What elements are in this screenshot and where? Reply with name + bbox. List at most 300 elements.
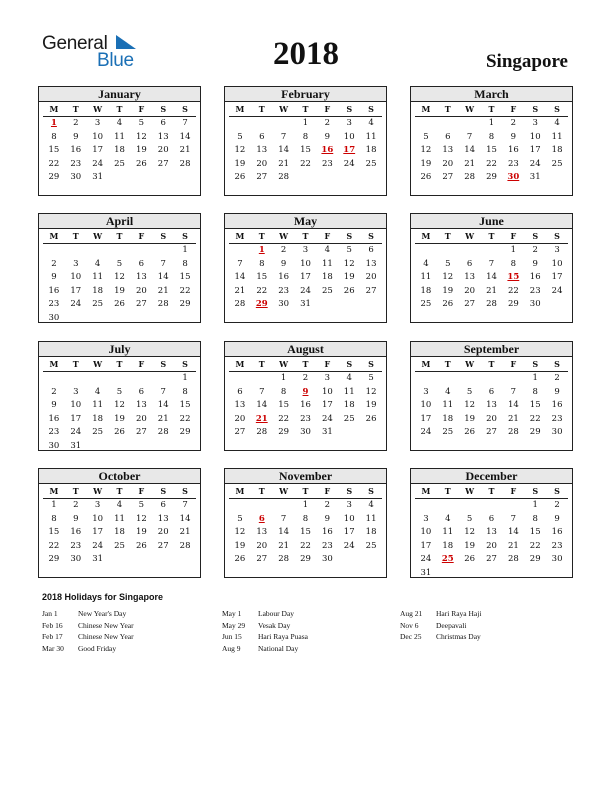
day-cell: 28 xyxy=(464,172,476,182)
month-december xyxy=(410,468,573,578)
day-cell: 31 xyxy=(92,554,104,564)
day-cell: 5 xyxy=(237,513,243,524)
day-cell: 17 xyxy=(420,413,432,424)
weekday-header: W xyxy=(273,102,295,117)
day-cell: 22 xyxy=(48,158,60,169)
day-cell: 6 xyxy=(160,500,166,510)
month-name: October xyxy=(39,469,200,484)
weekday-header: T xyxy=(65,357,87,372)
day-cell: 28 xyxy=(486,299,497,309)
month-name: September xyxy=(411,342,572,357)
day-cell: 27 xyxy=(486,427,497,437)
day-cell: 9 xyxy=(532,258,538,269)
day-cell: 31 xyxy=(321,427,333,437)
day-cell: 25 xyxy=(343,413,355,424)
day-cell: 6 xyxy=(138,386,145,397)
month-november xyxy=(224,468,387,578)
day-cell: 28 xyxy=(507,554,519,564)
holiday-day-cell: 9 xyxy=(302,386,309,397)
day-cell: 20 xyxy=(442,158,454,169)
holiday-row xyxy=(42,620,222,632)
day-cell: 26 xyxy=(234,554,246,564)
weekday-header: W xyxy=(87,357,109,372)
day-cell: 10 xyxy=(343,513,355,524)
day-cell: 3 xyxy=(532,118,538,128)
day-cell: 1 xyxy=(302,500,309,510)
empty-day-cell xyxy=(229,117,251,131)
weekday-header: M xyxy=(415,229,437,244)
day-grid xyxy=(225,484,386,567)
day-cell: 14 xyxy=(486,272,497,282)
day-cell: 19 xyxy=(420,158,432,169)
day-cell: 17 xyxy=(343,527,355,537)
day-cell: 2 xyxy=(280,245,287,255)
day-cell: 4 xyxy=(116,118,123,128)
day-cell: 2 xyxy=(510,118,517,128)
day-cell: 10 xyxy=(420,400,432,410)
day-cell: 20 xyxy=(464,285,476,296)
weekday-header: S xyxy=(174,357,196,372)
holiday-name: Hari Raya Haji xyxy=(436,609,482,618)
day-cell: 19 xyxy=(442,285,454,296)
weekday-header: S xyxy=(152,229,174,244)
day-cell: 27 xyxy=(157,540,169,551)
day-cell: 8 xyxy=(51,131,57,142)
empty-day-cell xyxy=(437,117,459,131)
empty-day-cell xyxy=(130,372,152,386)
holiday-day-cell: 21 xyxy=(255,413,268,424)
day-cell: 16 xyxy=(529,272,541,282)
empty-day-cell xyxy=(273,499,295,513)
day-cell: 17 xyxy=(92,527,104,537)
day-cell: 5 xyxy=(237,131,243,142)
day-cell: 17 xyxy=(92,145,104,155)
day-cell: 24 xyxy=(92,540,104,551)
weekday-header: T xyxy=(109,357,131,372)
weekday-header: T xyxy=(437,357,459,372)
weekday-header: T xyxy=(109,229,131,244)
day-cell: 28 xyxy=(179,540,191,551)
holiday-column xyxy=(42,608,222,654)
day-cell: 14 xyxy=(234,272,246,282)
day-cell: 22 xyxy=(486,158,497,169)
weekday-header: S xyxy=(338,484,360,499)
day-cell: 4 xyxy=(116,500,123,510)
day-cell: 22 xyxy=(300,540,311,551)
day-cell: 21 xyxy=(179,145,191,155)
day-cell: 5 xyxy=(116,258,123,269)
day-cell: 10 xyxy=(321,386,333,397)
holiday-date: Feb 16 xyxy=(42,620,63,630)
day-cell: 28 xyxy=(507,427,519,437)
day-cell: 24 xyxy=(300,285,311,296)
holiday-day-cell: 1 xyxy=(50,118,57,128)
holiday-name: Christmas Day xyxy=(436,632,481,641)
day-cell: 11 xyxy=(442,400,454,410)
day-cell: 10 xyxy=(70,272,82,282)
holiday-row xyxy=(42,608,222,620)
day-cell: 14 xyxy=(157,400,169,410)
day-cell: 9 xyxy=(554,513,560,524)
weekday-header: T xyxy=(295,102,317,117)
day-cell: 24 xyxy=(92,158,104,169)
day-cell: 3 xyxy=(346,118,352,128)
holiday-date: Jun 15 xyxy=(222,632,242,641)
day-cell: 1 xyxy=(532,500,538,510)
weekday-header: T xyxy=(65,484,87,499)
day-cell: 13 xyxy=(365,258,377,269)
day-cell: 12 xyxy=(135,513,147,524)
day-cell: 27 xyxy=(135,427,147,437)
empty-day-cell xyxy=(459,117,481,131)
holiday-name: Hari Raya Puasa xyxy=(258,632,308,641)
day-cell: 15 xyxy=(48,527,60,537)
weekday-header: S xyxy=(524,357,546,372)
day-cell: 26 xyxy=(464,554,476,564)
day-cell: 3 xyxy=(73,258,79,269)
day-cell: 5 xyxy=(138,118,145,128)
day-cell: 18 xyxy=(365,527,377,537)
day-cell: 31 xyxy=(420,567,432,578)
day-cell: 15 xyxy=(48,145,60,155)
day-cell: 5 xyxy=(423,131,429,142)
holiday-row xyxy=(42,631,222,643)
day-cell: 29 xyxy=(529,427,541,437)
day-cell: 15 xyxy=(529,527,541,537)
day-cell: 27 xyxy=(256,554,268,564)
day-cell: 2 xyxy=(73,118,79,128)
day-cell: 1 xyxy=(280,373,287,383)
day-cell: 31 xyxy=(529,172,541,182)
weekday-header: S xyxy=(152,484,174,499)
holiday-row xyxy=(42,643,222,655)
day-cell: 3 xyxy=(554,245,560,255)
weekday-header: W xyxy=(273,484,295,499)
day-cell: 7 xyxy=(488,258,495,269)
empty-day-cell xyxy=(459,372,481,386)
weekday-header: S xyxy=(360,484,382,499)
month-october xyxy=(38,468,201,578)
weekday-header: F xyxy=(316,357,338,372)
weekday-header: T xyxy=(109,102,131,117)
day-cell: 15 xyxy=(300,145,311,155)
day-cell: 23 xyxy=(321,540,333,551)
day-grid xyxy=(225,357,386,440)
country-name: Singapore xyxy=(485,51,568,72)
holiday-name: Vesak Day xyxy=(258,620,291,630)
day-cell: 20 xyxy=(486,540,497,551)
brand-name-general: General xyxy=(42,33,108,54)
day-cell: 11 xyxy=(92,272,104,282)
holiday-name: New Year's Day xyxy=(78,609,127,618)
empty-day-cell xyxy=(251,499,273,513)
day-cell: 17 xyxy=(70,413,82,424)
day-cell: 6 xyxy=(138,258,145,269)
day-cell: 6 xyxy=(237,386,243,397)
weekday-header: F xyxy=(502,357,524,372)
day-cell: 4 xyxy=(368,500,374,510)
day-cell: 27 xyxy=(464,299,476,309)
holiday-day-cell: 29 xyxy=(255,299,268,309)
weekday-header: T xyxy=(437,102,459,117)
empty-day-cell xyxy=(273,117,295,131)
day-cell: 11 xyxy=(343,386,355,397)
weekday-header: S xyxy=(338,102,360,117)
day-cell: 30 xyxy=(551,554,563,564)
day-cell: 19 xyxy=(135,145,147,155)
day-cell: 17 xyxy=(70,285,82,296)
day-cell: 19 xyxy=(464,413,476,424)
day-grid xyxy=(411,102,572,185)
day-cell: 19 xyxy=(365,400,377,410)
day-cell: 23 xyxy=(278,285,290,296)
day-cell: 21 xyxy=(179,527,191,537)
month-january xyxy=(38,86,201,196)
day-cell: 29 xyxy=(179,427,191,437)
day-cell: 8 xyxy=(302,513,309,524)
day-cell: 21 xyxy=(157,413,169,424)
day-cell: 11 xyxy=(365,513,377,524)
holiday-name: Labour Day xyxy=(258,609,295,618)
weekday-header: F xyxy=(130,484,152,499)
weekday-header: M xyxy=(415,102,437,117)
day-cell: 7 xyxy=(160,386,166,397)
day-cell: 20 xyxy=(256,158,268,169)
weekday-header: S xyxy=(546,484,568,499)
day-cell: 17 xyxy=(300,272,311,282)
day-cell: 20 xyxy=(157,527,169,537)
day-cell: 4 xyxy=(423,258,429,269)
empty-day-cell xyxy=(65,244,87,258)
empty-day-cell xyxy=(152,372,174,386)
day-cell: 8 xyxy=(532,513,538,524)
day-cell: 6 xyxy=(259,131,265,142)
day-cell: 27 xyxy=(256,172,268,182)
day-cell: 2 xyxy=(324,118,331,128)
day-cell: 21 xyxy=(234,285,246,296)
day-cell: 24 xyxy=(551,285,563,296)
weekday-header: S xyxy=(546,102,568,117)
day-cell: 5 xyxy=(116,386,123,397)
month-name: March xyxy=(411,87,572,102)
day-cell: 20 xyxy=(157,145,169,155)
day-cell: 20 xyxy=(486,413,497,424)
day-cell: 12 xyxy=(114,400,125,410)
day-cell: 18 xyxy=(420,285,432,296)
day-cell: 2 xyxy=(532,245,538,255)
holiday-row xyxy=(222,608,402,620)
day-cell: 16 xyxy=(507,145,519,155)
day-cell: 14 xyxy=(464,145,476,155)
day-cell: 25 xyxy=(442,427,454,437)
day-cell: 28 xyxy=(278,172,290,182)
day-cell: 13 xyxy=(135,272,147,282)
day-cell: 3 xyxy=(346,500,352,510)
day-cell: 16 xyxy=(70,145,82,155)
month-name: December xyxy=(411,469,572,484)
day-cell: 17 xyxy=(420,540,432,551)
day-cell: 2 xyxy=(51,386,57,397)
holiday-name: Chinese New Year xyxy=(78,620,134,630)
weekday-header: S xyxy=(360,357,382,372)
weekday-header: S xyxy=(524,484,546,499)
empty-day-cell xyxy=(251,117,273,131)
day-cell: 1 xyxy=(182,373,188,383)
day-cell: 27 xyxy=(486,554,497,564)
holiday-date: Feb 17 xyxy=(42,632,63,641)
weekday-header: S xyxy=(360,229,382,244)
day-cell: 24 xyxy=(70,299,82,309)
day-cell: 22 xyxy=(507,285,519,296)
day-cell: 23 xyxy=(551,540,563,551)
weekday-header: M xyxy=(43,484,65,499)
day-grid xyxy=(411,484,572,580)
weekday-header: S xyxy=(338,229,360,244)
weekday-header: F xyxy=(316,484,338,499)
holiday-day-cell: 30 xyxy=(507,172,520,182)
day-cell: 2 xyxy=(51,258,57,269)
day-cell: 5 xyxy=(346,245,352,255)
day-cell: 30 xyxy=(300,427,311,437)
weekday-header: M xyxy=(43,229,65,244)
day-cell: 6 xyxy=(368,245,374,255)
day-cell: 16 xyxy=(300,400,311,410)
day-cell: 11 xyxy=(92,400,104,410)
day-cell: 30 xyxy=(70,554,82,564)
weekday-header: F xyxy=(130,102,152,117)
day-cell: 16 xyxy=(48,285,60,296)
empty-day-cell xyxy=(43,372,65,386)
day-cell: 25 xyxy=(92,299,104,309)
day-cell: 29 xyxy=(278,427,290,437)
day-cell: 16 xyxy=(278,272,290,282)
day-cell: 22 xyxy=(300,158,311,169)
day-cell: 13 xyxy=(464,272,476,282)
day-cell: 6 xyxy=(488,386,495,397)
day-cell: 12 xyxy=(365,386,377,397)
day-cell: 19 xyxy=(234,158,246,169)
day-cell: 7 xyxy=(466,131,473,142)
holiday-column xyxy=(400,608,580,643)
day-cell: 22 xyxy=(529,540,541,551)
day-cell: 12 xyxy=(464,400,476,410)
month-february xyxy=(224,86,387,196)
weekday-header: T xyxy=(481,229,503,244)
weekday-header: M xyxy=(43,357,65,372)
empty-day-cell xyxy=(437,372,459,386)
empty-day-cell xyxy=(87,372,109,386)
day-cell: 26 xyxy=(135,158,147,169)
weekday-header: T xyxy=(251,229,273,244)
day-cell: 25 xyxy=(420,299,432,309)
weekday-header: W xyxy=(459,102,481,117)
empty-day-cell xyxy=(481,499,503,513)
month-april xyxy=(38,213,201,323)
day-cell: 24 xyxy=(529,158,541,169)
day-cell: 7 xyxy=(182,118,188,128)
weekday-header: T xyxy=(65,102,87,117)
day-cell: 4 xyxy=(554,118,560,128)
day-cell: 21 xyxy=(507,540,519,551)
day-cell: 18 xyxy=(92,285,104,296)
day-cell: 17 xyxy=(529,145,541,155)
day-cell: 9 xyxy=(510,131,517,142)
day-cell: 29 xyxy=(486,172,497,182)
day-cell: 7 xyxy=(182,500,188,510)
day-cell: 17 xyxy=(551,272,563,282)
empty-day-cell xyxy=(229,499,251,513)
day-cell: 1 xyxy=(182,245,188,255)
day-cell: 8 xyxy=(280,386,287,397)
day-cell: 27 xyxy=(365,285,377,296)
day-cell: 6 xyxy=(488,513,495,524)
day-cell: 30 xyxy=(48,312,60,323)
weekday-header: T xyxy=(295,357,317,372)
day-cell: 29 xyxy=(507,299,519,309)
weekday-header: S xyxy=(338,357,360,372)
day-cell: 2 xyxy=(302,373,309,383)
month-july xyxy=(38,341,201,451)
day-cell: 15 xyxy=(486,145,497,155)
day-cell: 3 xyxy=(324,373,331,383)
day-cell: 25 xyxy=(114,158,125,169)
day-cell: 1 xyxy=(488,118,495,128)
day-cell: 11 xyxy=(321,258,333,269)
empty-day-cell xyxy=(130,244,152,258)
day-cell: 3 xyxy=(94,118,101,128)
day-cell: 9 xyxy=(324,513,331,524)
day-cell: 2 xyxy=(324,500,331,510)
day-cell: 21 xyxy=(278,158,290,169)
day-grid xyxy=(411,229,572,312)
empty-day-cell xyxy=(87,244,109,258)
day-cell: 31 xyxy=(300,299,311,309)
day-cell: 8 xyxy=(51,513,57,524)
day-cell: 24 xyxy=(343,540,355,551)
day-cell: 12 xyxy=(135,131,147,142)
day-cell: 14 xyxy=(278,527,290,537)
weekday-header: T xyxy=(295,229,317,244)
day-cell: 25 xyxy=(92,427,104,437)
holiday-row xyxy=(222,643,402,655)
day-cell: 26 xyxy=(442,299,454,309)
weekday-header: S xyxy=(174,102,196,117)
month-september xyxy=(410,341,573,451)
day-cell: 18 xyxy=(321,272,333,282)
day-cell: 24 xyxy=(321,413,333,424)
day-cell: 15 xyxy=(179,400,191,410)
day-cell: 5 xyxy=(466,386,473,397)
day-cell: 20 xyxy=(234,413,246,424)
holiday-row xyxy=(400,620,580,632)
holiday-date: Jan 1 xyxy=(42,609,58,618)
empty-day-cell xyxy=(415,499,437,513)
empty-day-cell xyxy=(415,244,437,258)
day-cell: 24 xyxy=(420,554,432,564)
holiday-day-cell: 6 xyxy=(258,513,265,524)
day-cell: 26 xyxy=(234,172,246,182)
weekday-header: T xyxy=(295,484,317,499)
weekday-header: M xyxy=(229,229,251,244)
month-name: May xyxy=(225,214,386,229)
day-cell: 11 xyxy=(551,131,563,142)
day-cell: 13 xyxy=(486,400,497,410)
day-cell: 29 xyxy=(529,554,541,564)
day-cell: 5 xyxy=(368,373,374,383)
holiday-date: Aug 21 xyxy=(400,609,423,618)
day-cell: 19 xyxy=(464,540,476,551)
day-grid xyxy=(225,229,386,312)
